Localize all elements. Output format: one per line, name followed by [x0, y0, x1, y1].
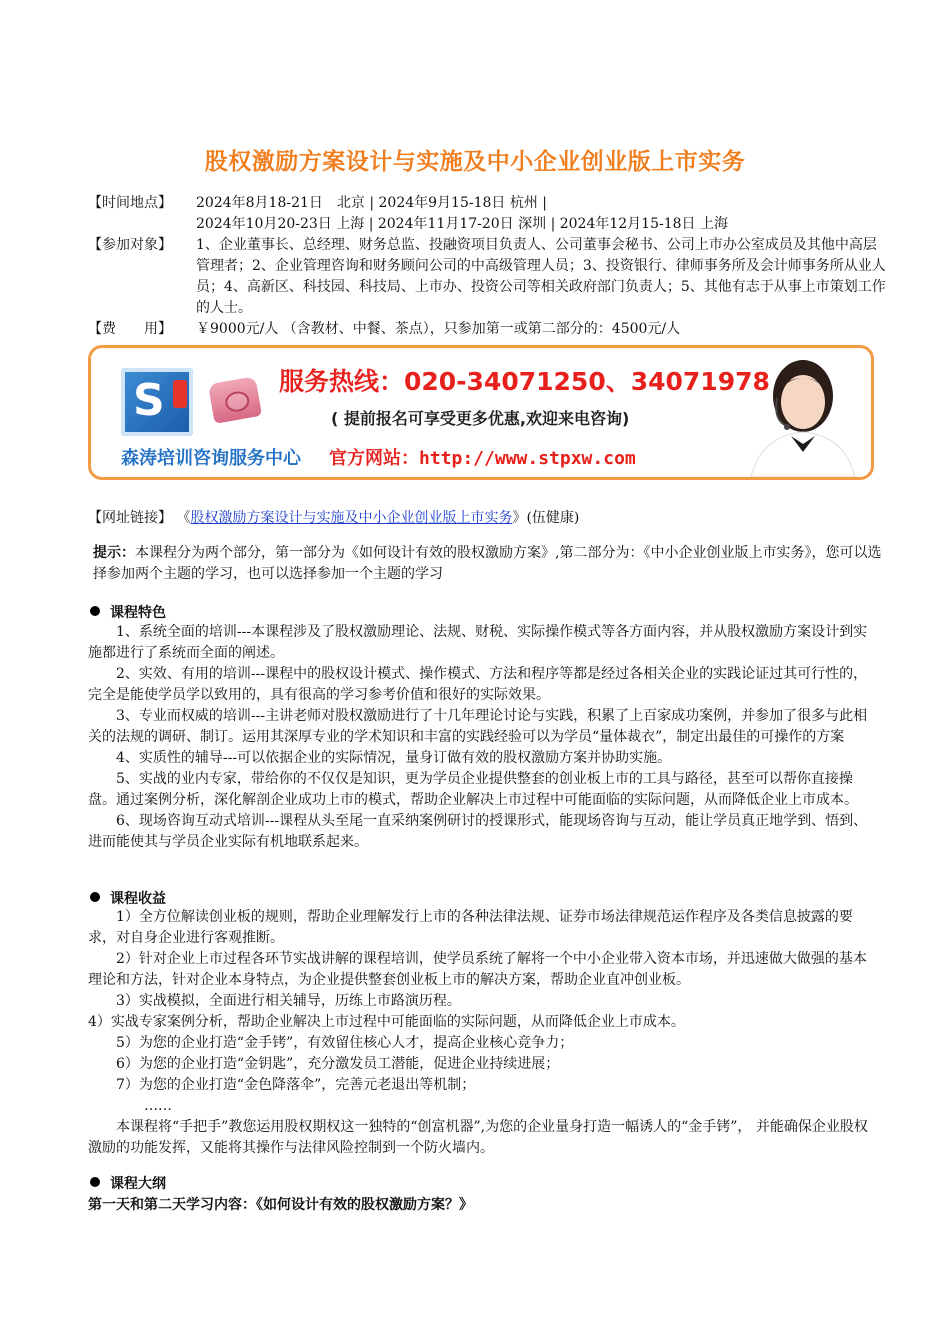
telephone-icon: [208, 376, 262, 424]
registration-notice: ( 提前报名可享受更多优惠,欢迎来电咨询): [331, 409, 630, 428]
benefit-item: 1）全方位解读创业板的规则，帮助企业理解发行上市的各种法律法规、证券市场法律规范运作程序及各类信息披露的要求，对自身企业进行客观推断。: [88, 909, 853, 946]
benefits-list: [88, 907, 878, 1159]
feature-item: 4、实质性的辅导---可以依据企业的实际情况，量身订做有效的股权激励方案并协助实施。: [116, 750, 672, 766]
company-logo-icon: S: [121, 368, 193, 436]
customer-service-agent-image: [721, 348, 871, 477]
service-banner: [88, 345, 874, 480]
bullet-icon: [90, 892, 100, 902]
fee-label: 【费 用】: [88, 321, 172, 337]
feature-item: 5、实战的业内专家，带给你的不仅仅是知识，更为学员企业提供整套的创业板上市的工具与路径，甚至可以帮你直接操盘。通过案例分析，深化解剖企业成功上市的模式，帮助企业解决上市过程中可能面临的实际问题，从而降低企业上市成本。: [88, 771, 858, 808]
fee-row: [88, 319, 888, 340]
benefit-item: 2）针对企业上市过程各环节实战讲解的课程培训，使学员系统了解将一个中小企业带入资本市场，并迅速做大做强的基本理论和方法，针对企业本身特点，为企业提供整套创业板上市的解决方案，帮助企业直冲创业板。: [88, 951, 867, 988]
benefit-item: 5）为您的企业打造“金手铐”，有效留住核心人才，提高企业核心竞争力；: [116, 1035, 574, 1051]
outline-heading: 课程大纲: [90, 1173, 166, 1193]
target-text: 1、企业董事长、总经理、财务总监、投融资项目负责人、公司董事会秘书、公司上市办公室成员及其他中高层管理者；2、企业管理咨询和财务顾问公司的中高级管理人员；3、投资银行、律师事务所及会计师事务所从业人员；4、高新区、科技园、科技局、上市办、投资公司等相关政府部门负责人；5、其他有志于从事上市策划工作的人士。: [196, 237, 886, 316]
benefit-item: 6）为您的企业打造“金钥匙”，充分激发员工潜能，促进企业持续进展；: [116, 1056, 560, 1072]
official-website: 官方网站：http://www.stpxw.com: [329, 448, 636, 469]
course-info: [88, 193, 888, 340]
benefit-item: 7）为您的企业打造“金色降落伞”，完善元老退出等机制；: [116, 1077, 476, 1093]
tip-paragraph: [93, 543, 883, 585]
time-location-row: [88, 193, 888, 235]
feature-item: 6、现场咨询互动式培训---课程从头至尾一直采纳案例研讨的授课形式，能现场咨询与互动，能让学员真正地学到、悟到、进而能使其与学员企业实际有机地联系起来。: [88, 813, 868, 850]
link-label: 【网址链接】: [88, 510, 172, 526]
tip-text: 本课程分为两个部分，第一部分为《如何设计有效的股权激励方案》,第二部分为：《中小企业创业版上市实务》，您可以选择参加两个主题的学习，也可以选择参加一个主题的学习: [93, 545, 882, 582]
benefit-summary: 本课程将“手把手”教您运用股权期权这一独特的“创富机器”,为您的企业量身打造一幅诱人的“金手铐”， 并能确保企业股权激励的功能发挥，又能将其操作与法律风险控制到一个防火墙内。: [88, 1119, 868, 1156]
feature-item: 2、实效、有用的培训---课程中的股权设计模式、操作模式、方法和程序等都是经过各相关企业的实践论证过其可行性的，完全是能使学员学以致用的，具有很高的学习参考价值和很好的实际效果。: [88, 666, 868, 703]
page-title: 股权激励方案设计与实施及中小企业创业版上市实务: [204, 149, 746, 175]
center-name: 森涛培训咨询服务中心: [121, 448, 301, 469]
fee-text: ￥9000元/人 （含教材、中餐、茶点），只参加第一或第二部分的：4500元/人: [196, 321, 681, 337]
features-heading: 课程特色: [90, 602, 166, 622]
service-hotline: 服务热线：020-34071250、34071978: [279, 367, 770, 396]
benefits-heading: 课程收益: [90, 888, 166, 908]
target-label: 【参加对象】: [88, 237, 172, 253]
feature-item: 1、系统全面的培训---本课程涉及了股权激励理论、法规、财税、实际操作模式等各方面内容，并从股权激励方案设计到实施都进行了系统而全面的阐述。: [88, 624, 868, 661]
features-list: [88, 622, 878, 853]
bullet-icon: [90, 1177, 100, 1187]
ellipsis: ……: [144, 1098, 172, 1114]
day-one-two-title: 第一天和第二天学习内容：《如何设计有效的股权激励方案？》: [88, 1197, 473, 1213]
benefit-item: 3）实战模拟，全面进行相关辅导，历练上市路演历程。: [116, 993, 461, 1009]
benefit-item: 4）实战专家案例分析，帮助企业解决上市过程中可能面临的实际问题，从而降低企业上市成本。: [88, 1014, 685, 1030]
bullet-icon: [90, 606, 100, 616]
time-line-2: 2024年10月20-23日 上海 | 2024年11月17-20日 深圳 | 2024年12月15-18日 上海: [196, 216, 728, 232]
feature-item: 3、专业而权威的培训---主讲老师对股权激励进行了十几年理论讨论与实践，积累了上百家成功案例，并参加了很多与此相关的法规的调研、制订。运用其深厚专业的学术知识和丰富的实践经验可以为学员“量体裁衣”，制定出最佳的可操作的方案: [88, 708, 868, 745]
time-line-1: 2024年8月18-21日 北京 | 2024年9月15-18日 杭州 |: [196, 195, 548, 211]
time-label: 【时间地点】: [88, 195, 172, 211]
url-link-row: 【网址链接】 《股权激励方案设计与实施及中小企业创业版上市实务》(伍健康): [88, 510, 580, 526]
tip-label: 提示：: [93, 545, 135, 561]
target-row: [88, 235, 888, 319]
course-link[interactable]: 股权激励方案设计与实施及中小企业创业版上市实务: [190, 510, 513, 526]
